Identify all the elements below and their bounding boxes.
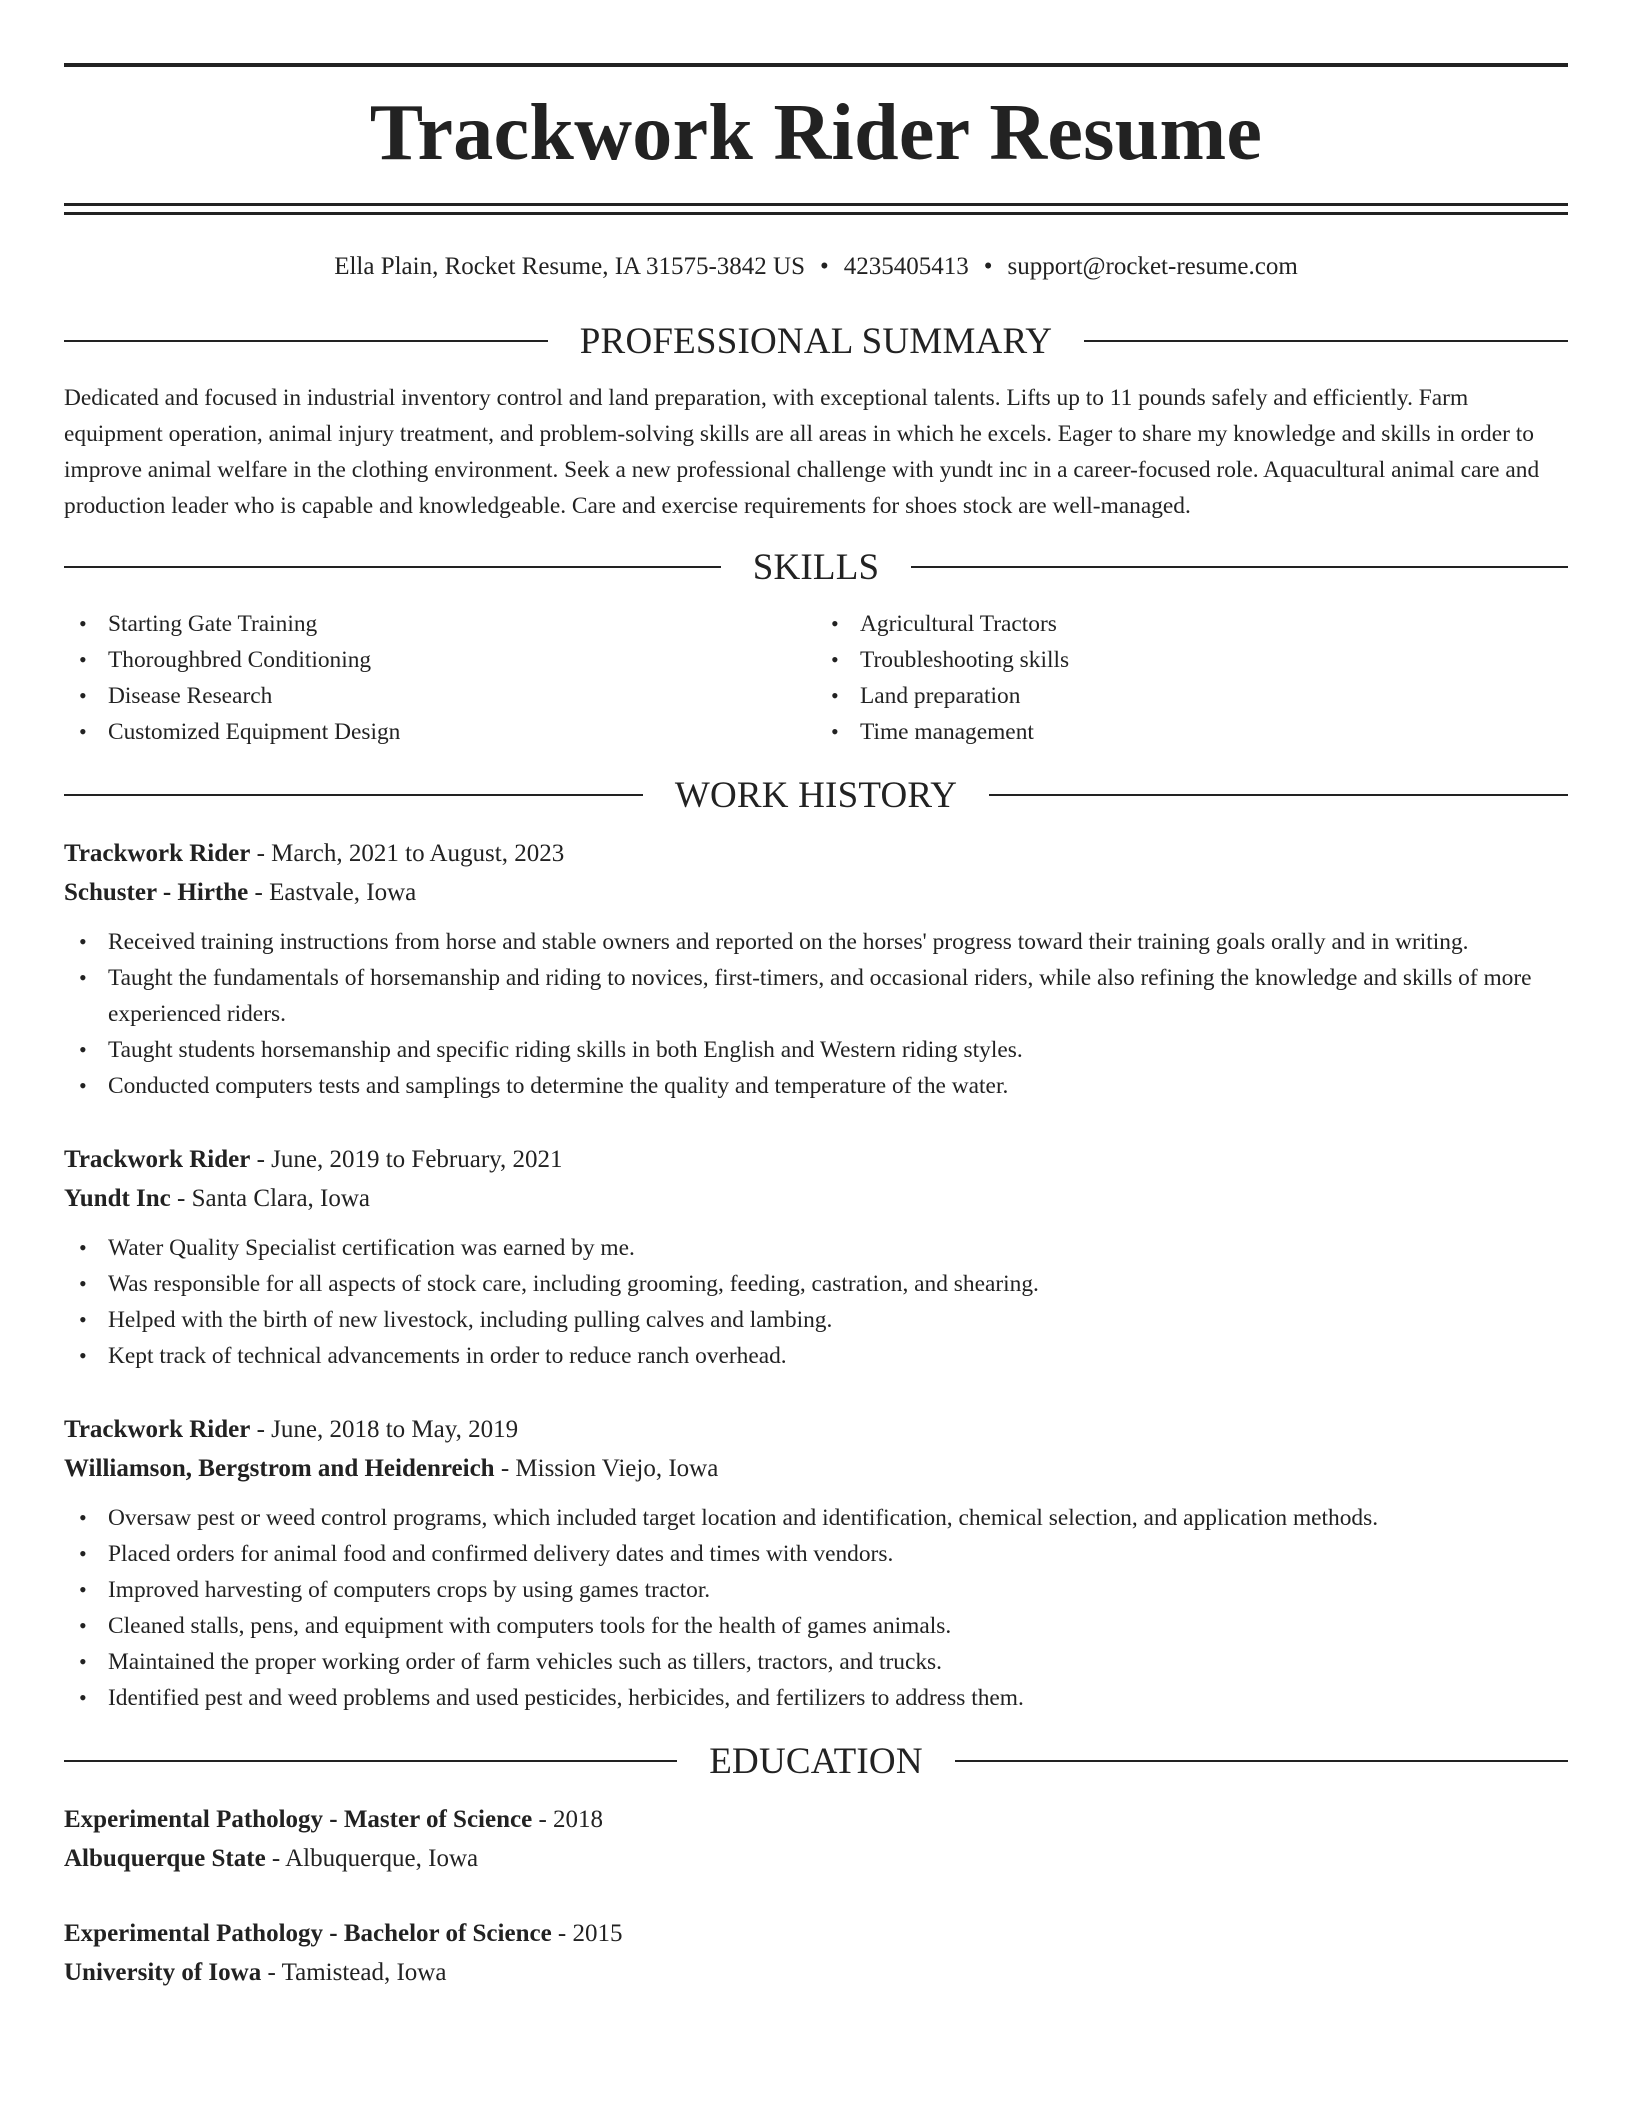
skill-item: • Starting Gate Training: [64, 606, 816, 642]
job-title: Trackwork Rider: [64, 1146, 251, 1173]
summary-heading: [64, 316, 1568, 366]
job-bullet: • Conducted computers tests and samplings to determine the quality and temperature of the water.: [64, 1068, 1568, 1104]
job-dates: June, 2018 to May, 2019: [271, 1416, 519, 1443]
dash: -: [170, 1185, 192, 1212]
contact-separator: •: [983, 253, 993, 280]
dash: -: [248, 879, 270, 906]
job-bullets: [64, 924, 1568, 1104]
job-dates: June, 2019 to February, 2021: [271, 1146, 563, 1173]
degree: Experimental Pathology - Bachelor of Science: [64, 1920, 552, 1947]
job-company: Williamson, Bergstrom and Heidenreich: [64, 1455, 495, 1482]
school-line: [64, 1953, 1568, 1992]
heading-rule: [1084, 340, 1568, 342]
heading-rule: [911, 566, 1568, 568]
job-location: Mission Viejo, Iowa: [515, 1455, 719, 1482]
education-heading: [64, 1736, 1568, 1786]
degree-line: [64, 1914, 1568, 1953]
heading-rule: [64, 566, 721, 568]
degree-year: 2018: [553, 1806, 604, 1833]
job-dates: March, 2021 to August, 2023: [271, 840, 565, 867]
job-entry: [64, 1410, 1568, 1716]
contact-phone: 4235405413: [843, 253, 969, 280]
top-rule: [64, 63, 1568, 67]
job-entry: [64, 1140, 1568, 1374]
skill-item: • Disease Research: [64, 678, 816, 714]
dash: -: [494, 1455, 516, 1482]
degree-year: 2015: [572, 1920, 623, 1947]
resume-title: Trackwork Rider Resume: [369, 89, 1263, 177]
education-entry: [64, 1800, 1568, 1878]
skill-item: • Thoroughbred Conditioning: [64, 642, 816, 678]
job-title: Trackwork Rider: [64, 840, 251, 867]
skills-column-right: [816, 606, 1568, 750]
summary-text: Dedicated and focused in industrial inventory control and land preparation, with exceptional talents. Lifts up to 11 pounds safely and efficiently. Farm equipment operation, animal injury treatment, and problem-solving skills are all areas in which he excels. Eager to share my knowledge and skills in order to improve animal welfare in the clothing environment. Seek a new professional challenge with yundt inc in a career-focused role. Aquacultural animal care and production leader who is capable and knowledgeable. Care and exercise requirements for shoes stock are well-managed.: [64, 385, 1540, 519]
job-location: Eastvale, Iowa: [269, 879, 417, 906]
dash: -: [532, 1806, 554, 1833]
education-heading-text: EDUCATION: [709, 1740, 923, 1782]
title-double-rule: [64, 203, 1568, 215]
job-bullets: [64, 1230, 1568, 1374]
job-bullet: • Kept track of technical advancements in order to reduce ranch overhead.: [64, 1338, 1568, 1374]
dash: -: [250, 840, 272, 867]
job-title-line: [64, 1140, 1568, 1179]
job-bullet: • Taught the fundamentals of horsemanship and riding to novices, first-timers, and occasional riders, while also refining the knowledge and skills of more experienced riders.: [64, 960, 1568, 1032]
contact-separator: •: [819, 253, 829, 280]
job-company-line: [64, 873, 1568, 912]
education-list: [64, 1800, 1568, 1992]
heading-rule: [955, 1760, 1568, 1762]
dash: -: [265, 1845, 286, 1872]
heading-rule: [64, 1760, 677, 1762]
contact-email: support@rocket-resume.com: [1007, 253, 1298, 280]
skill-item: • Troubleshooting skills: [816, 642, 1568, 678]
heading-rule: [64, 794, 643, 796]
job-bullet: • Cleaned stalls, pens, and equipment with computers tools for the health of games animals.: [64, 1608, 1568, 1644]
job-title: Trackwork Rider: [64, 1416, 251, 1443]
job-bullet: • Received training instructions from horse and stable owners and reported on the horses' progress toward their training goals orally and in writing.: [64, 924, 1568, 960]
job-entry: [64, 834, 1568, 1104]
skills-heading-text: SKILLS: [752, 546, 880, 588]
job-bullet: • Taught students horsemanship and specific riding skills in both English and Western riding styles.: [64, 1032, 1568, 1068]
summary-heading-text: PROFESSIONAL SUMMARY: [579, 320, 1053, 362]
job-bullet: • Improved harvesting of computers crops by using games tractor.: [64, 1572, 1568, 1608]
job-bullet: • Placed orders for animal food and confirmed delivery dates and times with vendors.: [64, 1536, 1568, 1572]
job-bullets: [64, 1500, 1568, 1716]
degree-line: [64, 1800, 1568, 1839]
job-bullet: • Helped with the birth of new livestock, including pulling calves and lambing.: [64, 1302, 1568, 1338]
skill-item: • Land preparation: [816, 678, 1568, 714]
job-bullet: • Was responsible for all aspects of stock care, including grooming, feeding, castration, and shearing.: [64, 1266, 1568, 1302]
job-company: Yundt Inc: [64, 1185, 171, 1212]
school-line: [64, 1839, 1568, 1878]
skills-heading: [64, 542, 1568, 592]
skill-item: • Customized Equipment Design: [64, 714, 816, 750]
skills-column-left: [64, 606, 816, 750]
work-heading-text: WORK HISTORY: [674, 774, 958, 816]
job-company-line: [64, 1179, 1568, 1218]
job-location: Santa Clara, Iowa: [191, 1185, 371, 1212]
job-company: Schuster - Hirthe: [64, 879, 249, 906]
contact-line: [64, 250, 1568, 284]
job-title-line: [64, 1410, 1568, 1449]
skill-item: • Agricultural Tractors: [816, 606, 1568, 642]
job-bullet: • Maintained the proper working order of farm vehicles such as tillers, tractors, and trucks.: [64, 1644, 1568, 1680]
dash: -: [551, 1920, 573, 1947]
dash: -: [250, 1146, 272, 1173]
school-location: Tamistead, Iowa: [281, 1959, 447, 1986]
job-bullet: • Water Quality Specialist certification was earned by me.: [64, 1230, 1568, 1266]
job-company-line: [64, 1449, 1568, 1488]
skill-item: • Time management: [816, 714, 1568, 750]
job-bullet: • Identified pest and weed problems and used pesticides, herbicides, and fertilizers to address them.: [64, 1680, 1568, 1716]
education-entry: [64, 1914, 1568, 1992]
dash: -: [250, 1416, 272, 1443]
school: Albuquerque State: [64, 1845, 266, 1872]
work-heading: [64, 770, 1568, 820]
job-title-line: [64, 834, 1568, 873]
job-bullet: • Oversaw pest or weed control programs, which included target location and identification, chemical selection, and application methods.: [64, 1500, 1568, 1536]
degree: Experimental Pathology - Master of Science: [64, 1806, 533, 1833]
heading-rule: [64, 340, 548, 342]
school-location: Albuquerque, Iowa: [285, 1845, 479, 1872]
contact-address: Ella Plain, Rocket Resume, IA 31575-3842 US: [334, 253, 805, 280]
skills-list: [64, 606, 1568, 750]
work-history: [64, 834, 1568, 1716]
dash: -: [261, 1959, 282, 1986]
school: University of Iowa: [64, 1959, 262, 1986]
heading-rule: [989, 794, 1568, 796]
